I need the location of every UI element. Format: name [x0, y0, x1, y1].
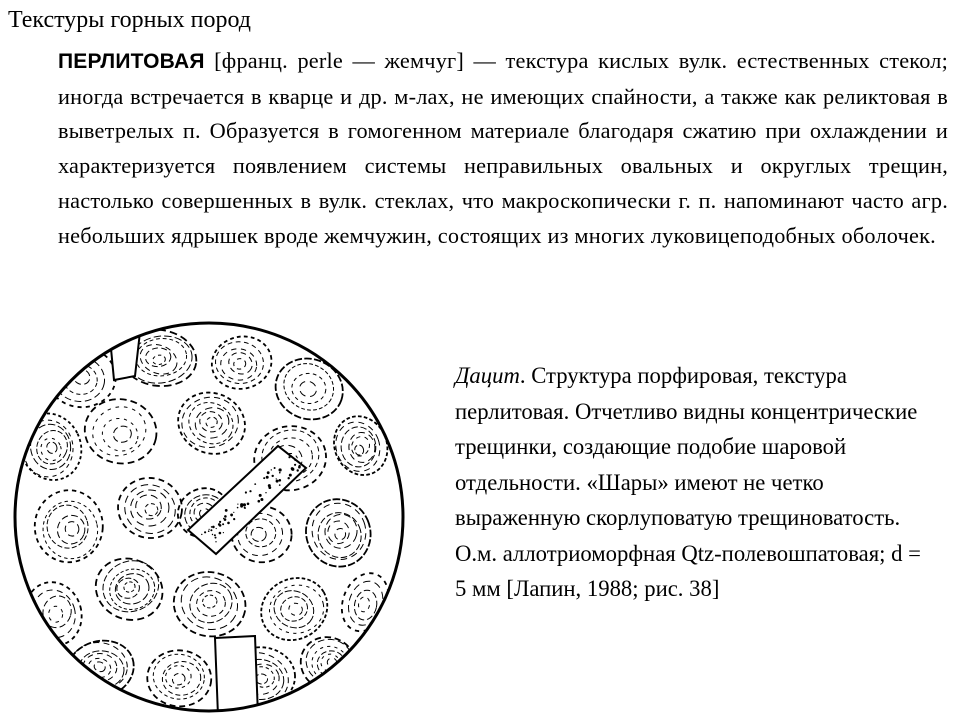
perlitic-crack — [50, 352, 109, 406]
crystal-inclusion — [223, 532, 224, 533]
perlitic-crack — [291, 372, 327, 405]
perlitic-crack — [219, 347, 259, 383]
crystal-inclusion — [249, 490, 251, 492]
crystal-inclusion — [231, 515, 233, 517]
crystal-inclusion — [211, 526, 213, 528]
crystal-inclusion — [267, 471, 270, 474]
crystal-inclusion — [233, 518, 235, 520]
perlitic-crack — [297, 379, 319, 399]
definition-term: ПЕРЛИТОВАЯ — [58, 50, 205, 73]
perlitic-crack — [265, 580, 328, 637]
crystal-inclusion — [276, 480, 279, 483]
crystal-inclusion — [224, 518, 227, 521]
perlitic-crack — [79, 393, 163, 471]
perlitic-crack — [321, 511, 361, 552]
perlitic-crack — [45, 441, 58, 455]
perlitic-crack — [327, 521, 349, 544]
crystal-inclusion — [214, 534, 216, 536]
crystal-inclusion — [262, 499, 263, 500]
crystal-inclusion — [225, 509, 228, 512]
perlitic-crack — [233, 358, 246, 370]
perlitic-crack — [191, 403, 233, 442]
crystal-inclusion — [276, 478, 277, 479]
crystal-inclusion — [279, 468, 282, 471]
perlitic-crack — [250, 526, 267, 542]
perlitic-crack — [105, 564, 159, 614]
figure-caption — [455, 358, 925, 607]
perlitic-crack — [136, 339, 182, 379]
perlitic-crack — [98, 413, 143, 456]
crystal-inclusion — [265, 492, 266, 493]
crystal-inclusion — [240, 505, 243, 508]
crystal-inclusion — [279, 472, 281, 474]
crystal-inclusion — [288, 456, 290, 458]
perlitic-crack — [33, 489, 105, 564]
perlitic-crack — [334, 528, 346, 540]
crystal-inclusion — [272, 475, 274, 477]
crystal-inclusion — [266, 476, 269, 479]
perlitic-crack — [93, 660, 107, 673]
crystal-inclusion — [215, 541, 216, 542]
crystal-inclusion — [219, 524, 222, 527]
perlitic-crack — [134, 336, 188, 378]
perlitic-crack — [250, 566, 339, 652]
crystal-inclusion — [224, 515, 227, 518]
perlitic-crack — [145, 347, 172, 368]
perlitic-crack — [86, 548, 173, 630]
crystal-inclusion — [216, 528, 217, 529]
perlitic-crack — [47, 347, 116, 408]
perlitic-crack — [267, 350, 351, 429]
crystal-inclusion — [204, 531, 206, 533]
crystal-inclusion — [245, 491, 247, 493]
perlitic-crack — [287, 601, 304, 617]
perlitic-crack — [181, 395, 240, 452]
crystal-inclusion — [212, 526, 215, 529]
perlitic-crack — [202, 594, 218, 609]
crystal-inclusion — [268, 484, 271, 487]
crystal-inclusion — [294, 459, 296, 461]
crystal-inclusion — [201, 534, 202, 535]
perlitic-crack — [95, 552, 167, 620]
perlitic-crack — [205, 416, 219, 429]
perlitic-crack — [197, 409, 224, 434]
perlitic-crack — [207, 331, 277, 395]
perlitic-crack — [133, 492, 164, 521]
crystal-inclusion — [289, 474, 292, 477]
crystal-inclusion — [208, 530, 210, 532]
crystal-inclusion — [219, 521, 221, 523]
perlitic-crack — [277, 593, 311, 625]
perlitic-crack — [78, 650, 125, 690]
perlitic-crack — [172, 567, 247, 639]
crystal-inclusion — [263, 477, 265, 479]
crystal-inclusion — [274, 467, 276, 469]
crystal-inclusion — [279, 479, 282, 482]
crystal-inclusion — [212, 534, 213, 535]
crystal-inclusion — [244, 507, 246, 509]
perlitic-crack — [171, 671, 187, 687]
crystal-inclusion — [291, 467, 294, 470]
perlitic-crack — [334, 566, 397, 638]
crystal-inclusion — [215, 537, 217, 539]
crystal-inclusion — [227, 522, 230, 525]
crystal-inclusion — [258, 500, 261, 503]
crystal-inclusion — [237, 504, 238, 505]
definition-paragraph — [58, 44, 948, 253]
definition-text: [франц. perle — жемчуг] — текстура кислых вулк. естественных стекол; иногда встречается в кварце и др. м-лах, не имеющих спайности, а также как реликтовая в выветрелых п. Образуется в гомогенном материале благодаря сжатию при охлаждении и характеризуется появлением системы неправильных овальных и округлых трещин, настолько совершенных в вулк. стеклах, что макроскопически г. п. напоминают часто агр. небольших ядрышек вроде жемчужин, состоящих из многих луковицеподобных оболочек. — [58, 48, 948, 248]
caption-text: . Структура порфировая, текстура перлитовая. Отчетливо видны концентрические трещинки, создающие подобие шаровой отдельности. «Шары» имеют не четко выраженную скорлуповатую трещиноватость. О.м. аллотриоморфная Qtz-полевошпатовая; d = 5 мм [Лапин, 1988; рис. 38] — [455, 363, 921, 601]
caption-rock-name: Дацит — [455, 363, 520, 388]
crystal-inclusion — [254, 483, 256, 485]
perlitic-crack — [304, 496, 373, 567]
perlitic-crack — [296, 489, 381, 577]
perlitic-crack — [10, 403, 92, 490]
perlitic-crack — [53, 511, 89, 548]
crystal-inclusion — [209, 529, 210, 530]
crystal-inclusion — [219, 532, 222, 535]
perlitic-crack — [38, 435, 64, 463]
perlitic-crack — [128, 487, 172, 529]
perlitic-crack — [164, 664, 192, 690]
perlitic-crack — [61, 361, 100, 397]
crystal-inclusion — [260, 494, 261, 495]
phenocryst-crystal — [215, 636, 258, 716]
perlitic-crack — [49, 606, 63, 622]
perlitic-crack — [195, 589, 227, 618]
perlitic-crack — [31, 426, 72, 469]
perlitic-crack — [275, 355, 341, 419]
crystal-inclusion — [288, 477, 290, 479]
crystal-inclusion — [210, 529, 212, 531]
perlitic-crack — [267, 584, 320, 635]
page-title: Текстуры горных пород — [8, 7, 251, 33]
crystal-inclusion — [298, 465, 300, 467]
crystal-inclusion — [260, 498, 263, 501]
perlitic-crack — [354, 444, 365, 456]
perlitic-crack — [292, 628, 366, 700]
perlitic-crack — [144, 502, 160, 517]
perlitic-crack — [122, 580, 136, 594]
crystal-inclusion — [233, 512, 234, 513]
crystal-inclusion — [279, 484, 281, 486]
thin-section-illustration — [10, 318, 408, 716]
crystal-inclusion — [247, 503, 250, 506]
perlitic-crack — [329, 416, 386, 477]
perlitic-crack — [160, 659, 202, 697]
crystal-inclusion — [271, 469, 272, 470]
perlitic-crack — [64, 521, 80, 538]
crystal-inclusion — [294, 464, 296, 466]
perlitic-crack — [112, 424, 134, 444]
crystal-inclusion — [237, 507, 239, 509]
perlitic-crack — [116, 476, 184, 543]
crystal-inclusion — [297, 469, 299, 471]
phenocryst-crystal — [110, 332, 140, 380]
perlitic-crack — [68, 639, 130, 692]
perlitic-crack — [42, 500, 93, 553]
perlitic-crack — [357, 596, 370, 613]
perlitic-crack — [152, 354, 166, 365]
crystal-inclusion — [222, 523, 224, 525]
